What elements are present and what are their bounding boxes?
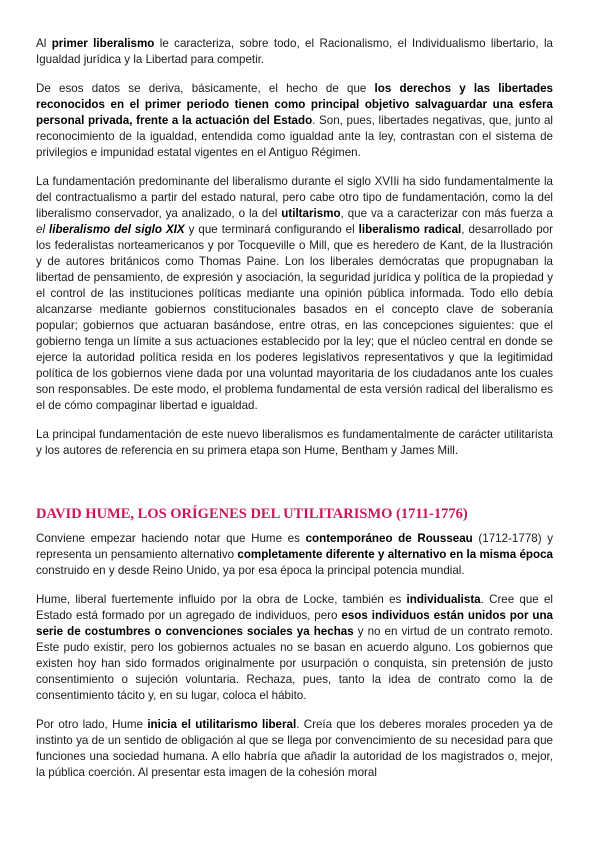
emphasis-liberalismo-siglo-xix: liberalismo del siglo XIX [49,223,185,236]
paragraph-contemporaneo-rousseau: Conviene empezar haciendo notar que Hume es contemporáneo de Rousseau (1712-1778) y representa un pensamiento alternativo completamente diferente y alternativo en la misma época construido en y desde Reino Unido, ya por esa época la principal potencia mundial. [36,532,554,577]
paragraph-utilitarismo-liberal: Por otro lado, Hume inicia el utilitarismo liberal. Creía que los deberes morales proceden ya de instinto ya de un sentido de obligación al que se llega por convencimiento de su necesidad para que funciones una sociedad humana. A ello habría que añadir la autoridad de los magistrados o, mejor, la pública coerción. Al presentar esta imagen de la cohesión moral [36,718,553,779]
paragraph-derechos-libertades: De esos datos se deriva, básicamente, el hecho de que los derechos y las libertades reconocidos en el primer periodo tienen como principal objetivo salvaguardar una esfera personal privada, frente a la actuación del Estado. Son, pues, libertades negativas, que, junto al reconocimiento de la igualdad, entendida como igualdad ante la ley, contrastan con el sistema de privilegios e impunidad estatal vigentes en el Antiguo Régimen. [36,82,553,159]
emphasis-utiltarismo: utiltarismo [281,207,341,220]
emphasis-derechos-libertades: los derechos y las libertades reconocidos en el primer periodo tienen como principal objetivo salvaguardar una esfera personal privada, frente a la actuación del Estado [36,82,553,127]
emphasis-costumbres-convenciones: esos individuos están unidos por una serie de costumbres o convenciones sociales ya hechas [36,609,553,638]
emphasis-individualista: individualista [406,593,481,606]
emphasis-inicia-utilitarismo: inicia el utilitarismo liberal [147,718,297,731]
section-heading-david-hume: DAVID HUME, LOS ORÍGENES DEL UTILITARISMO (1711-1776) [36,506,468,522]
paragraph-primer-liberalismo: Al primer liberalismo le caracteriza, sobre todo, el Racionalismo, el Individualismo libertario, la Igualdad jurídica y la Libertad para competir. [36,37,553,66]
emphasis-completamente-diferente: completamente diferente y alternativo en la misma época [237,548,553,561]
paragraph-principal-fundamentacion: La principal fundamentación de este nuevo liberalismos es fundamentalmente de carácter utilitarista y los autores de referencia en su primera etapa son Hume, Bentham y James Mill. [36,428,553,457]
document-page [36,36,553,794]
emphasis-contemporaneo-rousseau: contemporáneo de Rousseau [305,532,473,545]
emphasis-primer-liberalismo: primer liberalismo [51,37,155,50]
emphasis-liberalismo-radical: liberalismo radical [358,223,462,236]
paragraph-fundamentacion: La fundamentación predominante del liberalismo durante el siglo XVIIi ha sido fundamentalmente la del contractualismo a partir del estado natural, pero cabe otro tipo de fundamentación, como la del liberalismo conservador, ya analizado, o la del utiltarismo, que va a caracterizar con más fuerza a el liberalismo del siglo XIX y que terminará configurando el liberalismo radical, desarrollado por los federalistas norteamericanos y por Tocqueville o Mill, que es heredero de Kant, de la Ilustración y de autores británicos como Thomas Paine. Lon los liberales demócratas que propugnaban la libertad de pensamiento, de expresión y asociación, la seguridad jurídica y política de la propiedad y el control de las instituciones políticas mediante una opinión pública informada. Todo ello debía alcanzarse mediante gobiernos constitucionales basados en el concepto clave de soberanía popular; gobiernos que actuaran basándose, entre otras, en las concepciones siguientes: que el gobierno tenga un límite a sus actuaciones establecido por la ley; que el núcleo central en donde se ejerce la autoridad política resida en los poderes legislativos representativos y que la legitimidad política de los gobiernos viene dada por una voluntad mayoritaria de los ciudadanos ante los cuales son responsables. De este modo, el problema fundamental de esta versión radical del liberalismo es el de cómo compaginar libertad e igualdad. [36,175,553,412]
paragraph-hume-individualista: Hume, liberal fuertemente influido por la obra de Locke, también es individualista. Cree que el Estado está formado por un agregado de individuos, pero esos individuos están unidos por una serie de costumbres o convenciones sociales ya hechas y no en virtud de un contrato remoto. Este pudo existir, pero los gobiernos actuales no se basan en acuerdo alguno. Los gobiernos que existen hoy han sido formados originalmente por usurpación o conquista, sin pretensión de justo consentimiento o sujeción voluntaria. Rechaza, pues, tanto la idea de contrato como la de consentimiento tácito y, en su lugar, coloca el hábito. [36,593,553,702]
